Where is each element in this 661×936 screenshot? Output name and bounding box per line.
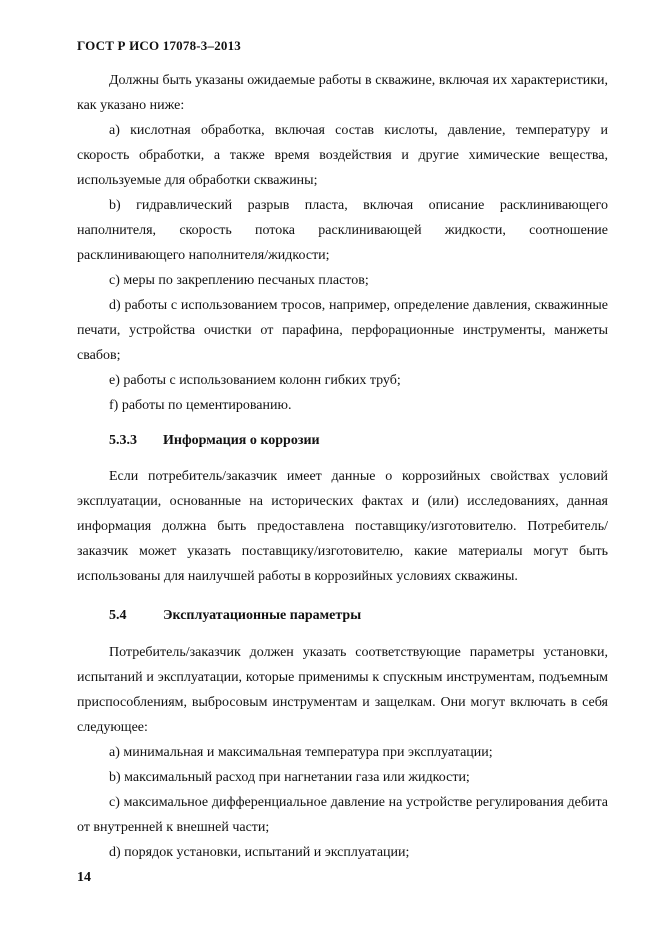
list-item: d) порядок установки, испытаний и эксплуатации;	[109, 845, 410, 860]
section-paragraph: Если потребитель/заказчик имеет данные о коррозийных свойствах условий эксплуатации, основанные на исторических фактах и (или) исследованиях, данная информация должна быть предоставлена поставщику/изготовителю. Потребитель/заказчик может указать поставщику/изготовителю, какие материалы могут быть использованы для наилучшей работы в коррозийных условиях скважины.	[77, 469, 608, 584]
list-item: f) работы по цементированию.	[109, 398, 292, 413]
list-item: a) минимальная и максимальная температура при эксплуатации;	[109, 745, 493, 760]
list-item: a) кислотная обработка, включая состав кислоты, давление, температуру и скорость обработки, а также время воздействия и другие химические вещества, используемые для обработки скважины;	[77, 123, 608, 188]
list-item: b) максимальный расход при нагнетании газа или жидкости;	[109, 770, 470, 785]
list-item: b) гидравлический разрыв пласта, включая описание расклинивающего наполнителя, скорость потока расклинивающей жидкости, соотношение расклинивающего наполнителя/жидкости;	[77, 198, 608, 263]
section-title: Эксплуатационные параметры	[163, 608, 362, 623]
section-number: 5.3.3	[109, 433, 137, 448]
section-number: 5.4	[109, 608, 127, 623]
list-item: e) работы с использованием колонн гибких труб;	[109, 373, 401, 388]
page-number: 14	[77, 870, 91, 885]
running-header: ГОСТ Р ИСО 17078-3–2013	[77, 38, 242, 53]
intro-paragraph: Должны быть указаны ожидаемые работы в скважине, включая их характеристики, как указано ниже:	[77, 73, 608, 113]
page-body	[77, 68, 608, 865]
section-heading	[77, 603, 608, 628]
section-heading	[77, 428, 608, 453]
section-title: Информация о коррозии	[163, 433, 320, 448]
list-item: d) работы с использованием тросов, например, определение давления, скважинные печати, устройства очистки от парафина, перфорационные инструменты, манжеты свабов;	[77, 298, 608, 363]
list-item: c) меры по закреплению песчаных пластов;	[109, 273, 369, 288]
list-item: c) максимальное дифференциальное давление на устройстве регулирования дебита от внутренней к внешней части;	[77, 795, 608, 835]
section-paragraph: Потребитель/заказчик должен указать соответствующие параметры установки, испытаний и эксплуатации, которые применимы к спускным инструментам, подъемным приспособлениям, выбросовым инструментам и защелкам. Они могут включать в себя следующее:	[77, 645, 608, 735]
